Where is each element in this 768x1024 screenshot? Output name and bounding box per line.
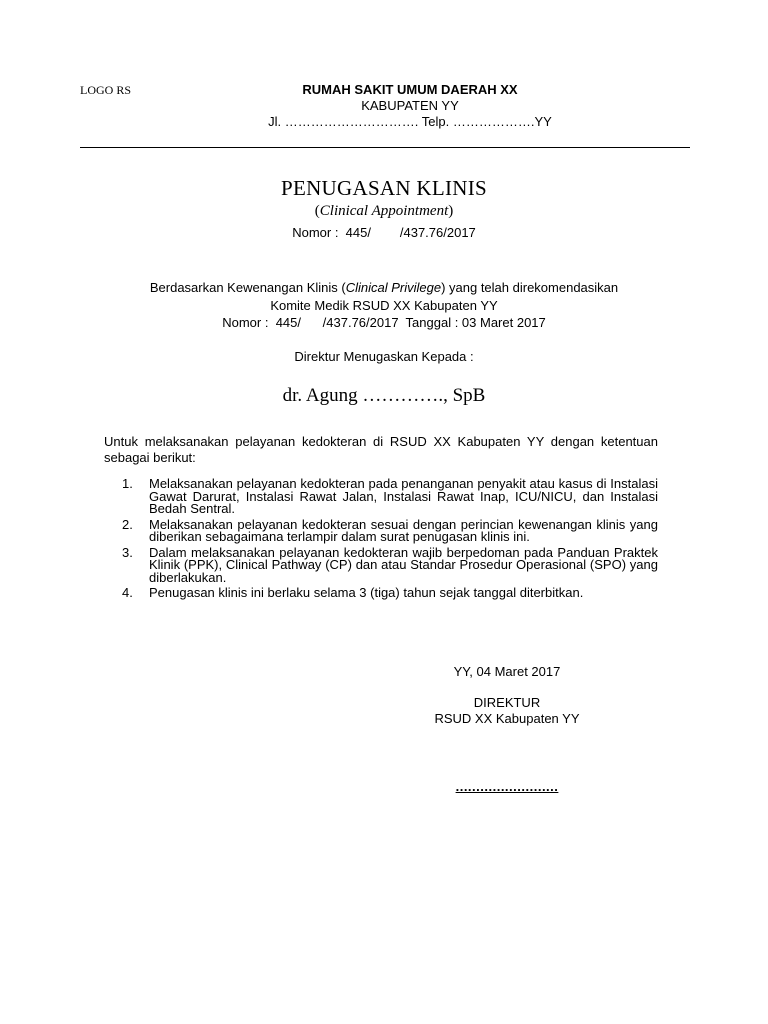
basis-line-1-italic: Clinical Privilege xyxy=(345,280,442,295)
list-item xyxy=(104,587,658,600)
list-item-number: 4. xyxy=(122,585,133,600)
list-item xyxy=(104,478,658,516)
hospital-regency: KABUPATEN YY xyxy=(361,98,459,113)
list-item-text: Melaksanakan pelayanan kedokteran pada penanganan penyakit atau kasus di Instalasi Gawat Darurat, Instalasi Rawat Jalan, Instalasi Rawat Inap, ICU/NICU, dan Instalasi Bedah Sentral. xyxy=(149,476,658,516)
document-number: Nomor : 445/ /437.76/2017 xyxy=(292,225,476,240)
list-item-number: 3. xyxy=(122,544,133,560)
appointee-name: dr. Agung …………., SpB xyxy=(282,385,486,406)
signature-name-line xyxy=(420,779,594,794)
hospital-address: Jl. …………………………. Telp. ……………….YY xyxy=(268,114,552,129)
terms-list xyxy=(104,478,658,603)
logo-placeholder: LOGO RS xyxy=(80,83,132,97)
list-item-text: Dalam melaksanakan pelayanan kedokteran wajib berpedoman pada Panduan Praktek Klinik (PPK), Clinical Pathway (CP) dan atau Standar Prosedur Operasional (SPO) yang diberlakukan. xyxy=(149,544,658,585)
list-item-number: 1. xyxy=(122,476,133,491)
signature-organization: RSUD XX Kabupaten YY xyxy=(434,711,580,726)
basis-line-1 xyxy=(0,280,768,295)
assignment-directive: Direktur Menugaskan Kepada : xyxy=(294,349,474,364)
list-item-number: 2. xyxy=(122,516,133,532)
signature-place-date: YY, 04 Maret 2017 xyxy=(453,664,561,679)
basis-line-3: Nomor : 445/ /437.76/2017 Tanggal : 03 Maret 2017 xyxy=(222,315,546,330)
signature-name-placeholder: ......................... xyxy=(455,779,559,794)
hospital-name: RUMAH SAKIT UMUM DAERAH XX xyxy=(302,82,518,97)
list-item xyxy=(104,516,658,544)
document-title: PENUGASAN KLINIS xyxy=(280,176,488,200)
subtitle-open-paren: ( xyxy=(314,203,320,219)
basis-line-1-pre: Berdasarkan Kewenangan Klinis ( xyxy=(149,280,346,295)
list-item-text: Penugasan klinis ini berlaku selama 3 (tiga) tahun sejak tanggal diterbitkan. xyxy=(149,585,584,600)
subtitle-close-paren: ) xyxy=(448,203,454,219)
intro-paragraph: Untuk melaksanakan pelayanan kedokteran di RSUD XX Kabupaten YY dengan ketentuan sebagai berikut: xyxy=(104,434,658,465)
subtitle-italic: Clinical Appointment xyxy=(319,203,449,219)
basis-line-2: Komite Medik RSUD XX Kabupaten YY xyxy=(270,298,498,313)
document-subtitle xyxy=(0,203,768,220)
list-item-text: Melaksanakan pelayanan kedokteran sesuai dengan perincian kewenangan klinis yang diberikan sebagaimana terlampir dalam surat penugasan klinis ini. xyxy=(149,516,658,544)
header-divider xyxy=(80,147,690,148)
list-item xyxy=(104,544,658,585)
signature-role: DIREKTUR xyxy=(473,695,541,710)
basis-line-1-post: ) yang telah direkomendasikan xyxy=(441,280,619,295)
